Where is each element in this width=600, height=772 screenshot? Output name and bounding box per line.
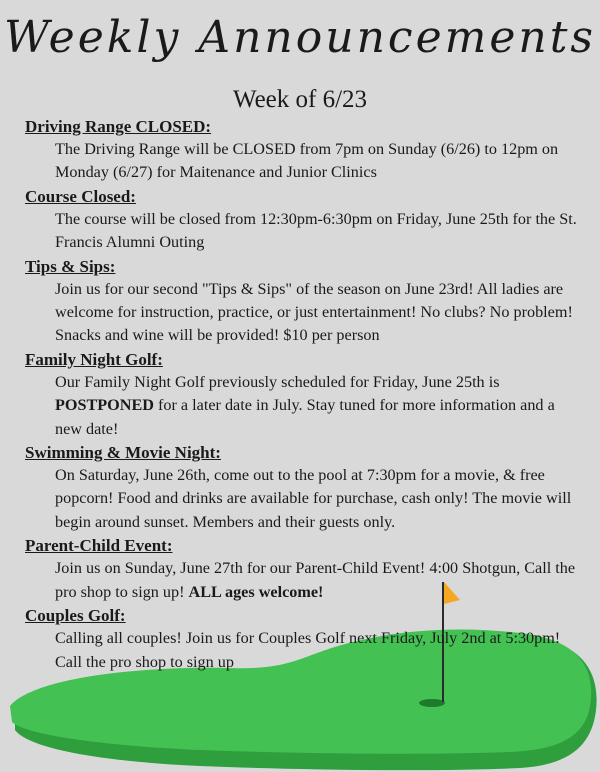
cup (419, 699, 445, 707)
announcement-heading: Parent-Child Event: (25, 536, 173, 556)
announcement-heading: Couples Golf: (25, 606, 126, 626)
announcements-list (25, 115, 585, 674)
announcement-heading: Course Closed: (25, 186, 136, 206)
announcement-tips-sips (25, 255, 585, 348)
body-text-part: Our Family Night Golf previously scheduled for Friday, June 25th is (55, 372, 500, 391)
all-ages-emphasis: ALL ages welcome! (188, 582, 324, 601)
announcement-body: On Saturday, June 26th, come out to the pool at 7:30pm for a movie, & free popcorn! Food and drinks are available for purchase, cash only! The movie will begin around sunset. Members and their guests only. (55, 466, 572, 531)
announcement-driving-range (25, 115, 585, 185)
announcement-couples-golf (25, 604, 585, 674)
announcement-body: The course will be closed from 12:30pm-6:30pm on Friday, June 25th for the St. Francis Alumni Outing (55, 209, 577, 252)
page-subtitle: Week of 6/23 (232, 86, 368, 113)
announcement-body (55, 371, 585, 441)
announcement-course-closed (25, 185, 585, 255)
body-text-part: Join us on Sunday, June 27th for our Parent-Child Event! 4:00 Shotgun, Call the pro shop to sign up! (55, 559, 576, 601)
body-text-part: for a later date in July. Stay tuned for more information and a new date! (55, 396, 555, 438)
announcement-parent-child (25, 534, 585, 604)
page-title: Weekly Announcements (4, 12, 596, 63)
postponed-emphasis: POSTPONED (55, 396, 154, 415)
announcement-family-night (25, 348, 585, 441)
announcement-heading: Family Night Golf: (25, 349, 163, 369)
announcement-heading: Swimming & Movie Night: (25, 443, 221, 463)
announcement-swimming-movie (25, 441, 585, 534)
announcement-heading: Driving Range CLOSED: (25, 117, 212, 136)
announcement-body (55, 557, 585, 604)
announcement-body: Calling all couples! Join us for Couples Golf next Friday, July 2nd at 5:30pm! Call the pro shop to sign up (55, 629, 561, 671)
announcement-body: Join us for our second "Tips & Sips" of the season on June 23rd! All ladies are welcome for instruction, practice, or just entertainment! No clubs? No problem! Snacks and wine will be provided! $10 per person (55, 279, 573, 345)
announcement-body: The Driving Range will be CLOSED from 7pm on Sunday (6/26) to 12pm on Monday (6/27) for Maitenance and Junior Clinics (55, 140, 559, 182)
announcement-heading: Tips & Sips: (25, 256, 116, 276)
